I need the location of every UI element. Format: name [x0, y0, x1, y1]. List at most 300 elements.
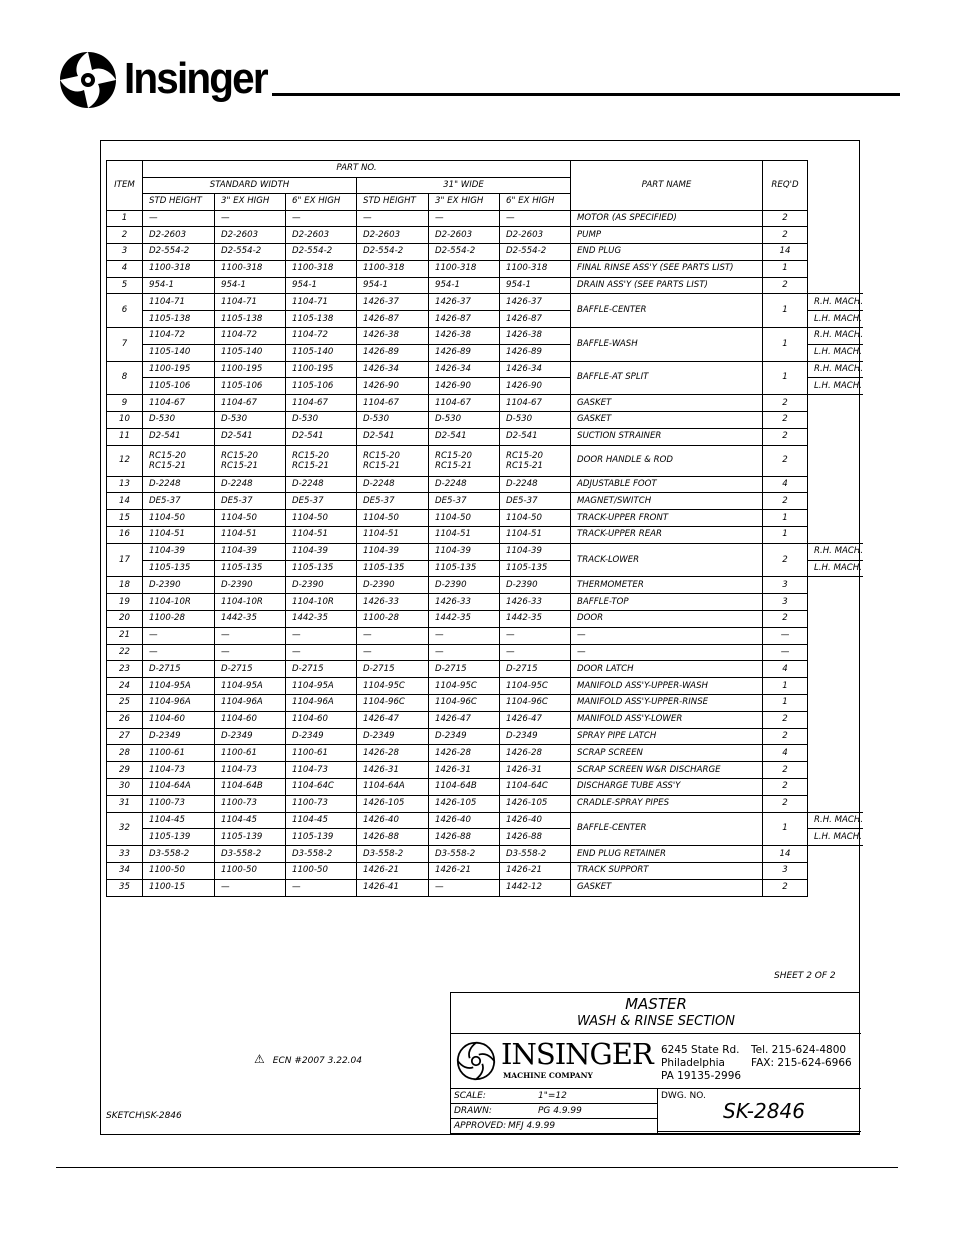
part-number: 1426-105: [500, 795, 571, 812]
header-sub: 6" EX HIGH: [286, 194, 357, 211]
part-number: 1426-38: [500, 328, 571, 345]
brand-name: Insinger: [124, 54, 267, 103]
part-number: 1104-67: [357, 395, 429, 412]
header-sub: 6" EX HIGH: [500, 194, 571, 211]
part-number: 1100-61: [215, 745, 286, 762]
part-number: D2-541: [286, 428, 357, 445]
item-number: 32: [107, 812, 143, 846]
machine-side-note: R.H. MACH.: [808, 812, 864, 829]
part-number: D-2248: [286, 476, 357, 493]
part-number: 1426-87: [500, 311, 571, 328]
part-number: 1426-90: [500, 378, 571, 395]
machine-side-note: R.H. MACH.: [808, 294, 864, 311]
table-row: [107, 428, 864, 445]
part-number: 1426-37: [357, 294, 429, 311]
item-number: 23: [107, 661, 143, 678]
part-number: 1426-21: [500, 862, 571, 879]
part-number: 1104-67: [500, 395, 571, 412]
part-number: 1105-140: [143, 344, 215, 361]
title-line-2: WASH & RINSE SECTION: [577, 1014, 735, 1029]
part-name: BAFFLE-WASH: [571, 328, 763, 362]
part-number: 1104-72: [215, 328, 286, 345]
part-number: D2-541: [143, 428, 215, 445]
table-row: [107, 543, 864, 560]
part-number: 1104-51: [143, 527, 215, 544]
empty-note: [808, 644, 864, 661]
part-name: MANIFOLD ASS'Y-UPPER-WASH: [571, 678, 763, 695]
part-name: —: [571, 644, 763, 661]
part-number: D3-558-2: [286, 846, 357, 863]
part-number: DE5-37: [215, 493, 286, 510]
empty-note: [808, 260, 864, 277]
part-number: 1100-73: [215, 795, 286, 812]
part-number: 1426-28: [500, 745, 571, 762]
part-number: 1426-89: [357, 344, 429, 361]
table-row: [107, 395, 864, 412]
ecn-text: ECN #2007 3.22.04: [272, 1056, 362, 1066]
part-number: DE5-37: [500, 493, 571, 510]
table-row: [107, 577, 864, 594]
part-number: 1104-64A: [357, 779, 429, 796]
quantity: 2: [763, 227, 808, 244]
part-number: D-2390: [215, 577, 286, 594]
sketch-path: SKETCH\SK-2846: [106, 1111, 182, 1121]
empty-note: [808, 577, 864, 594]
empty-note: [808, 678, 864, 695]
part-number: 1426-31: [500, 762, 571, 779]
part-number: 1100-195: [143, 361, 215, 378]
header-standard-width: STANDARD WIDTH: [143, 177, 357, 194]
part-number: 1104-10R: [215, 594, 286, 611]
table-row: [107, 476, 864, 493]
table-row: [107, 510, 864, 527]
ecn-note: [254, 1052, 362, 1066]
empty-note: [808, 728, 864, 745]
quantity: 4: [763, 476, 808, 493]
part-number: 954-1: [286, 277, 357, 294]
part-number: 1104-60: [215, 711, 286, 728]
quantity: 2: [763, 611, 808, 628]
part-number: 1426-90: [429, 378, 500, 395]
machine-side-note: L.H. MACH.: [808, 344, 864, 361]
part-number: 1104-39: [500, 543, 571, 560]
item-number: 17: [107, 543, 143, 577]
table-row: [107, 728, 864, 745]
item-number: 24: [107, 678, 143, 695]
table-row: [107, 879, 864, 896]
part-number: D-2248: [500, 476, 571, 493]
part-number: 1100-318: [500, 260, 571, 277]
part-number: 1426-33: [429, 594, 500, 611]
part-number: 1426-34: [357, 361, 429, 378]
table-row: [107, 493, 864, 510]
machine-side-note: L.H. MACH.: [808, 311, 864, 328]
part-number: —: [500, 627, 571, 644]
part-number: 1426-47: [500, 711, 571, 728]
part-number: RC15-20 RC15-21: [215, 445, 286, 476]
parts-table: [106, 160, 863, 897]
item-number: 16: [107, 527, 143, 544]
part-number: 1426-41: [357, 879, 429, 896]
quantity: 1: [763, 361, 808, 395]
part-number: 1100-50: [286, 862, 357, 879]
part-number: D-530: [143, 412, 215, 429]
item-number: 5: [107, 277, 143, 294]
part-number: 1426-89: [429, 344, 500, 361]
part-number: 954-1: [143, 277, 215, 294]
part-name: MOTOR (AS SPECIFIED): [571, 210, 763, 227]
part-number: 1104-50: [286, 510, 357, 527]
part-number: 1104-39: [286, 543, 357, 560]
part-number: DE5-37: [357, 493, 429, 510]
table-row: [107, 846, 864, 863]
part-number: D-2248: [215, 476, 286, 493]
part-number: 1426-33: [500, 594, 571, 611]
part-number: 1105-138: [143, 311, 215, 328]
header-item: ITEM: [107, 161, 143, 211]
quantity: 2: [763, 493, 808, 510]
part-number: 1104-95A: [286, 678, 357, 695]
part-number: 1426-37: [429, 294, 500, 311]
part-number: 1442-35: [286, 611, 357, 628]
part-name: DRAIN ASS'Y (SEE PARTS LIST): [571, 277, 763, 294]
empty-note: [808, 510, 864, 527]
part-name: DOOR: [571, 611, 763, 628]
item-number: 1: [107, 210, 143, 227]
empty-note: [808, 210, 864, 227]
part-number: 1104-96C: [429, 695, 500, 712]
part-number: 1426-105: [357, 795, 429, 812]
part-number: 1442-35: [215, 611, 286, 628]
part-name: END PLUG RETAINER: [571, 846, 763, 863]
part-number: —: [429, 644, 500, 661]
part-number: 1426-87: [429, 311, 500, 328]
item-number: 30: [107, 779, 143, 796]
part-number: 1100-50: [215, 862, 286, 879]
item-number: 34: [107, 862, 143, 879]
table-row: [107, 762, 864, 779]
part-number: 1426-31: [429, 762, 500, 779]
table-row: [107, 361, 864, 378]
part-number: DE5-37: [286, 493, 357, 510]
header-reqd: REQ'D: [763, 161, 808, 211]
empty-note: [808, 745, 864, 762]
part-number: D2-554-2: [286, 244, 357, 261]
part-name: ADJUSTABLE FOOT: [571, 476, 763, 493]
empty-note: [808, 695, 864, 712]
part-number: D-2715: [357, 661, 429, 678]
part-number: 1104-64B: [429, 779, 500, 796]
part-name: GASKET: [571, 395, 763, 412]
company-subtitle: MACHINE COMPANY: [503, 1071, 593, 1080]
table-row: [107, 812, 864, 829]
part-number: 1426-33: [357, 594, 429, 611]
empty-note: [808, 428, 864, 445]
item-number: 12: [107, 445, 143, 476]
part-number: D-2715: [429, 661, 500, 678]
part-name: BAFFLE-CENTER: [571, 294, 763, 328]
part-number: 1100-73: [143, 795, 215, 812]
approved-label: APPROVED:: [454, 1121, 507, 1131]
part-name: SCRAP SCREEN W&R DISCHARGE: [571, 762, 763, 779]
part-number: 1105-135: [500, 560, 571, 577]
empty-note: [808, 493, 864, 510]
part-number: —: [215, 627, 286, 644]
part-number: 1105-139: [215, 829, 286, 846]
part-number: 1104-60: [143, 711, 215, 728]
part-number: 1104-10R: [286, 594, 357, 611]
part-number: 1426-40: [500, 812, 571, 829]
part-number: 1105-106: [215, 378, 286, 395]
header-rule: [272, 93, 900, 96]
part-number: 1104-95A: [215, 678, 286, 695]
quantity: 1: [763, 527, 808, 544]
part-name: TRACK-UPPER FRONT: [571, 510, 763, 527]
approved-value: MFJ 4.9.99: [508, 1121, 556, 1131]
part-name: TRACK SUPPORT: [571, 862, 763, 879]
part-number: 1426-40: [357, 812, 429, 829]
table-row: [107, 260, 864, 277]
table-row: [107, 678, 864, 695]
part-number: 1104-39: [429, 543, 500, 560]
quantity: 2: [763, 543, 808, 577]
part-number: —: [286, 879, 357, 896]
part-number: 1105-135: [357, 560, 429, 577]
part-name: DOOR LATCH: [571, 661, 763, 678]
part-number: D-2349: [429, 728, 500, 745]
part-number: 1105-139: [143, 829, 215, 846]
table-row: [107, 661, 864, 678]
part-number: 1100-195: [215, 361, 286, 378]
empty-note: [808, 779, 864, 796]
part-number: D-2349: [357, 728, 429, 745]
item-number: 35: [107, 879, 143, 896]
part-name: DISCHARGE TUBE ASS'Y: [571, 779, 763, 796]
part-number: 1104-67: [286, 395, 357, 412]
part-number: 1104-39: [215, 543, 286, 560]
part-number: 1426-47: [357, 711, 429, 728]
table-row: [107, 862, 864, 879]
part-number: 1105-138: [286, 311, 357, 328]
part-name: SPRAY PIPE LATCH: [571, 728, 763, 745]
part-number: 1104-67: [429, 395, 500, 412]
part-number: D3-558-2: [429, 846, 500, 863]
quantity: 2: [763, 445, 808, 476]
part-number: D-530: [429, 412, 500, 429]
empty-note: [808, 445, 864, 476]
quantity: 3: [763, 577, 808, 594]
part-number: —: [215, 879, 286, 896]
part-number: 1426-21: [357, 862, 429, 879]
quantity: 2: [763, 795, 808, 812]
part-number: 954-1: [357, 277, 429, 294]
part-number: D-2390: [357, 577, 429, 594]
part-number: 1426-34: [429, 361, 500, 378]
part-number: 1104-73: [143, 762, 215, 779]
part-number: D-530: [357, 412, 429, 429]
part-number: D-2715: [215, 661, 286, 678]
table-row: [107, 627, 864, 644]
quantity: 2: [763, 428, 808, 445]
table-row: [107, 779, 864, 796]
part-number: D3-558-2: [500, 846, 571, 863]
part-number: 1105-135: [215, 560, 286, 577]
item-number: 29: [107, 762, 143, 779]
part-number: RC15-20 RC15-21: [429, 445, 500, 476]
part-number: D-2248: [357, 476, 429, 493]
part-number: —: [143, 627, 215, 644]
part-number: 1100-318: [143, 260, 215, 277]
part-number: 1104-51: [215, 527, 286, 544]
part-number: 1426-87: [357, 311, 429, 328]
part-name: PUMP: [571, 227, 763, 244]
part-name: END PLUG: [571, 244, 763, 261]
part-number: 1104-73: [286, 762, 357, 779]
part-number: 1426-89: [500, 344, 571, 361]
quantity: 2: [763, 277, 808, 294]
part-number: 1104-64B: [215, 779, 286, 796]
part-number: D-2390: [429, 577, 500, 594]
item-number: 27: [107, 728, 143, 745]
quantity: —: [763, 644, 808, 661]
machine-side-note: L.H. MACH.: [808, 378, 864, 395]
item-number: 9: [107, 395, 143, 412]
part-number: 1104-10R: [143, 594, 215, 611]
part-number: —: [429, 210, 500, 227]
part-number: D2-2603: [500, 227, 571, 244]
part-number: 1104-72: [286, 328, 357, 345]
empty-note: [808, 795, 864, 812]
part-number: 1105-106: [143, 378, 215, 395]
part-number: D-2715: [500, 661, 571, 678]
part-number: 1100-318: [215, 260, 286, 277]
part-name: MANIFOLD ASS'Y-UPPER-RINSE: [571, 695, 763, 712]
part-number: D2-2603: [286, 227, 357, 244]
item-number: 22: [107, 644, 143, 661]
item-number: 7: [107, 328, 143, 362]
part-number: D-2349: [500, 728, 571, 745]
part-name: BAFFLE-CENTER: [571, 812, 763, 846]
part-number: 1426-88: [500, 829, 571, 846]
part-number: 1104-64A: [143, 779, 215, 796]
part-number: 1100-318: [357, 260, 429, 277]
part-number: 1104-51: [500, 527, 571, 544]
part-number: 1426-37: [500, 294, 571, 311]
part-number: 1100-195: [286, 361, 357, 378]
part-number: D2-2603: [215, 227, 286, 244]
part-number: 1105-135: [286, 560, 357, 577]
part-number: 954-1: [215, 277, 286, 294]
part-number: D-2390: [286, 577, 357, 594]
part-number: 1104-96A: [143, 695, 215, 712]
part-number: 1104-45: [215, 812, 286, 829]
drawn-label: DRAWN:: [454, 1106, 492, 1116]
item-number: 20: [107, 611, 143, 628]
quantity: 1: [763, 328, 808, 362]
part-number: D-530: [500, 412, 571, 429]
header-part-no: PART NO.: [143, 161, 571, 178]
part-number: D-2349: [143, 728, 215, 745]
telephone: Tel. 215-624-4800: [751, 1044, 847, 1056]
dwg-label: DWG. NO.: [661, 1091, 706, 1101]
empty-note: [808, 594, 864, 611]
part-number: 1104-39: [357, 543, 429, 560]
table-row: [107, 711, 864, 728]
table-row: [107, 294, 864, 311]
quantity: 1: [763, 812, 808, 846]
quantity: 2: [763, 728, 808, 745]
part-number: 1104-95C: [357, 678, 429, 695]
part-number: —: [429, 879, 500, 896]
part-number: 1105-139: [286, 829, 357, 846]
table-row: [107, 244, 864, 261]
quantity: 2: [763, 395, 808, 412]
part-number: D-2715: [286, 661, 357, 678]
part-number: 1426-105: [429, 795, 500, 812]
part-number: D3-558-2: [215, 846, 286, 863]
part-number: 1426-21: [429, 862, 500, 879]
item-number: 28: [107, 745, 143, 762]
part-name: GASKET: [571, 412, 763, 429]
empty-note: [808, 627, 864, 644]
empty-note: [808, 395, 864, 412]
part-number: D2-554-2: [143, 244, 215, 261]
part-name: MANIFOLD ASS'Y-LOWER: [571, 711, 763, 728]
part-number: 1426-38: [429, 328, 500, 345]
part-number: 1105-138: [215, 311, 286, 328]
part-number: D2-541: [500, 428, 571, 445]
header-31-wide: 31" WIDE: [357, 177, 571, 194]
part-number: RC15-20 RC15-21: [357, 445, 429, 476]
fax: FAX: 215-624-6966: [751, 1057, 852, 1069]
revision-triangle-icon: ⚠: [254, 1052, 265, 1066]
part-number: —: [143, 210, 215, 227]
part-name: —: [571, 627, 763, 644]
item-number: 25: [107, 695, 143, 712]
quantity: 1: [763, 294, 808, 328]
header-sub: 3" EX HIGH: [215, 194, 286, 211]
empty-note: [808, 762, 864, 779]
part-number: —: [500, 210, 571, 227]
sheet-number: SHEET 2 OF 2: [774, 971, 836, 981]
header-sub: STD HEIGHT: [357, 194, 429, 211]
part-number: 1104-71: [143, 294, 215, 311]
machine-side-note: R.H. MACH.: [808, 543, 864, 560]
scale-label: SCALE:: [454, 1091, 486, 1101]
part-number: 1105-106: [286, 378, 357, 395]
part-number: —: [429, 627, 500, 644]
empty-note: [808, 476, 864, 493]
item-number: 18: [107, 577, 143, 594]
part-number: —: [357, 627, 429, 644]
part-number: 1104-51: [286, 527, 357, 544]
part-number: D2-2603: [429, 227, 500, 244]
part-number: 1104-96C: [357, 695, 429, 712]
header-sub: 3" EX HIGH: [429, 194, 500, 211]
empty-note: [808, 879, 864, 896]
footer-rule: [56, 1167, 898, 1168]
item-number: 26: [107, 711, 143, 728]
item-number: 13: [107, 476, 143, 493]
part-name: BAFFLE-TOP: [571, 594, 763, 611]
part-number: 1105-135: [429, 560, 500, 577]
part-name: SUCTION STRAINER: [571, 428, 763, 445]
part-number: 1426-90: [357, 378, 429, 395]
part-number: 1104-67: [143, 395, 215, 412]
part-number: D2-541: [357, 428, 429, 445]
quantity: 2: [763, 879, 808, 896]
part-number: 1104-60: [286, 711, 357, 728]
